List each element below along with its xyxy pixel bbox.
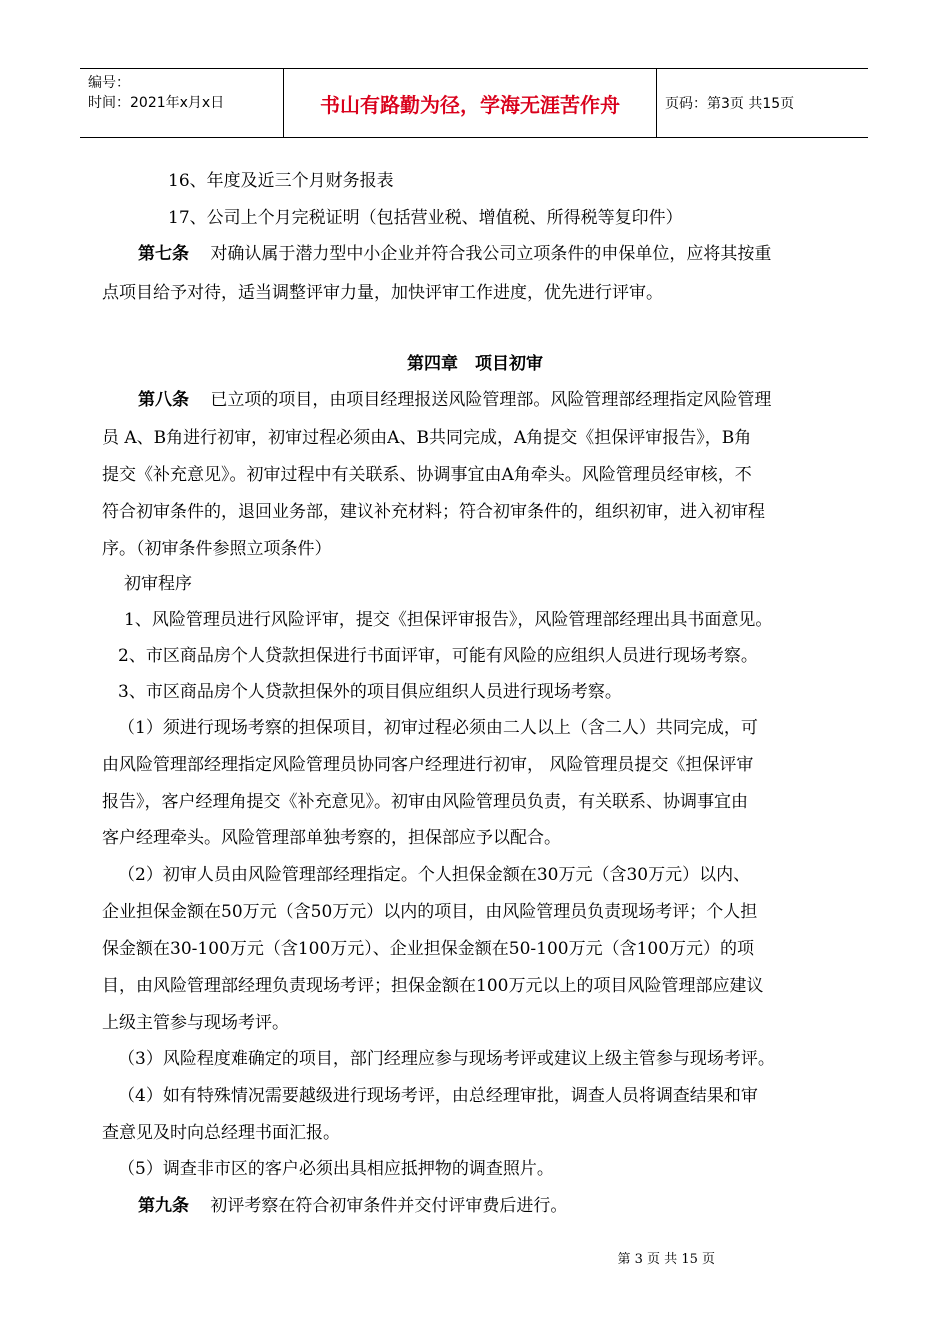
sub-item-4-line-2: 查意见及时向总经理书面汇报。	[102, 1123, 340, 1143]
article-9	[138, 1195, 567, 1217]
article-7	[138, 243, 771, 265]
sub-item-2-line-5: 上级主管参与现场考评。	[102, 1013, 289, 1033]
sub-item-2-line-3: 保金额在30-100万元（含100万元）、企业担保金额在50-100万元（含100万元）的项	[102, 939, 755, 959]
article-8-text: 已立项的项目，由项目经理报送风险管理部。风险管理部经理指定风险管理	[210, 390, 772, 410]
article-8	[138, 389, 771, 411]
article-8-line-5: 序。（初审条件参照立项条件）	[102, 539, 332, 559]
sub-item-2-line-4: 目，由风险管理部经理负责现场考评；担保金额在100万元以上的项目风险管理部应建议	[102, 976, 764, 996]
chapter-title: 第四章 项目初审	[407, 354, 543, 374]
article-7-text: 对确认属于潜力型中小企业并符合我公司立项条件的申保单位，应将其按重	[210, 244, 772, 264]
procedure-title: 初审程序	[124, 574, 192, 594]
sub-item-3: （3）风险程度难确定的项目，部门经理应参与现场考评或建议上级主管参与现场考评。	[118, 1049, 775, 1069]
sub-item-2-line-1: （2）初审人员由风险管理部经理指定。个人担保金额在30万元（含30万元）以内、	[118, 865, 751, 885]
number-label: 编号：	[88, 75, 130, 91]
list-item-17: 17、公司上个月完税证明（包括营业税、增值税、所得税等复印件）	[168, 208, 683, 228]
sub-item-2-line-2: 企业担保金额在50万元（含50万元）以内的项目，由风险管理员负责现场考评；个人担	[102, 902, 758, 922]
article-9-label: 第九条	[138, 1196, 189, 1216]
sub-item-4-line-1: （4）如有特殊情况需要越级进行现场考评，由总经理审批，调查人员将调查结果和审	[118, 1086, 758, 1106]
article-7-line-2: 点项目给予对待，适当调整评审力量，加快评审工作进度，优先进行评审。	[102, 283, 663, 303]
sub-item-1-line-4: 客户经理牵头。风险管理部单独考察的，担保部应予以配合。	[102, 828, 561, 848]
sub-item-1-line-3: 报告》，客户经理角提交《补充意见》。初审由风险管理员负责，有关联系、协调事宜由	[102, 792, 748, 812]
article-7-label: 第七条	[138, 244, 189, 264]
article-8-line-4: 符合初审条件的，退回业务部，建议补充材料；符合初审条件的，组织初审，进入初审程	[102, 502, 765, 522]
sub-item-1-line-1: （1）须进行现场考察的担保项目，初审过程必须由二人以上（含二人）共同完成，可	[118, 718, 758, 738]
article-8-label: 第八条	[138, 390, 189, 410]
page-header	[80, 68, 868, 138]
article-9-text: 初评考察在符合初审条件并交付评审费后进行。	[210, 1196, 568, 1216]
procedure-step-3: 3、市区商品房个人贷款担保外的项目俱应组织人员进行现场考察。	[118, 682, 622, 702]
page-footer: 第 3 页 共 15 页	[617, 1252, 715, 1267]
article-8-line-2: 员 A、B角进行初审，初审过程必须由A、B共同完成，A角提交《担保评审报告》，B角	[102, 428, 752, 448]
article-8-line-3: 提交《补充意见》。初审过程中有关联系、协调事宜由A角牵头。风险管理员经审核，不	[102, 465, 752, 485]
procedure-step-1: 1、风险管理员进行风险评审，提交《担保评审报告》，风险管理部经理出具书面意见。	[124, 610, 773, 630]
header-motto: 书山有路勤为径，学海无涯苦作舟	[283, 69, 657, 137]
header-page-code: 页码：第3页 共15页	[665, 96, 795, 112]
header-meta	[80, 69, 283, 137]
time-label: 时间：2021年x月x日	[88, 95, 225, 111]
sub-item-5: （5）调查非市区的客户必须出具相应抵押物的调查照片。	[118, 1159, 554, 1179]
sub-item-1-line-2: 由风险管理部经理指定风险管理员协同客户经理进行初审， 风险管理员提交《担保评审	[102, 755, 754, 775]
procedure-step-2: 2、市区商品房个人贷款担保进行书面评审，可能有风险的应组织人员进行现场考察。	[118, 646, 758, 666]
list-item-16: 16、年度及近三个月财务报表	[168, 171, 394, 191]
